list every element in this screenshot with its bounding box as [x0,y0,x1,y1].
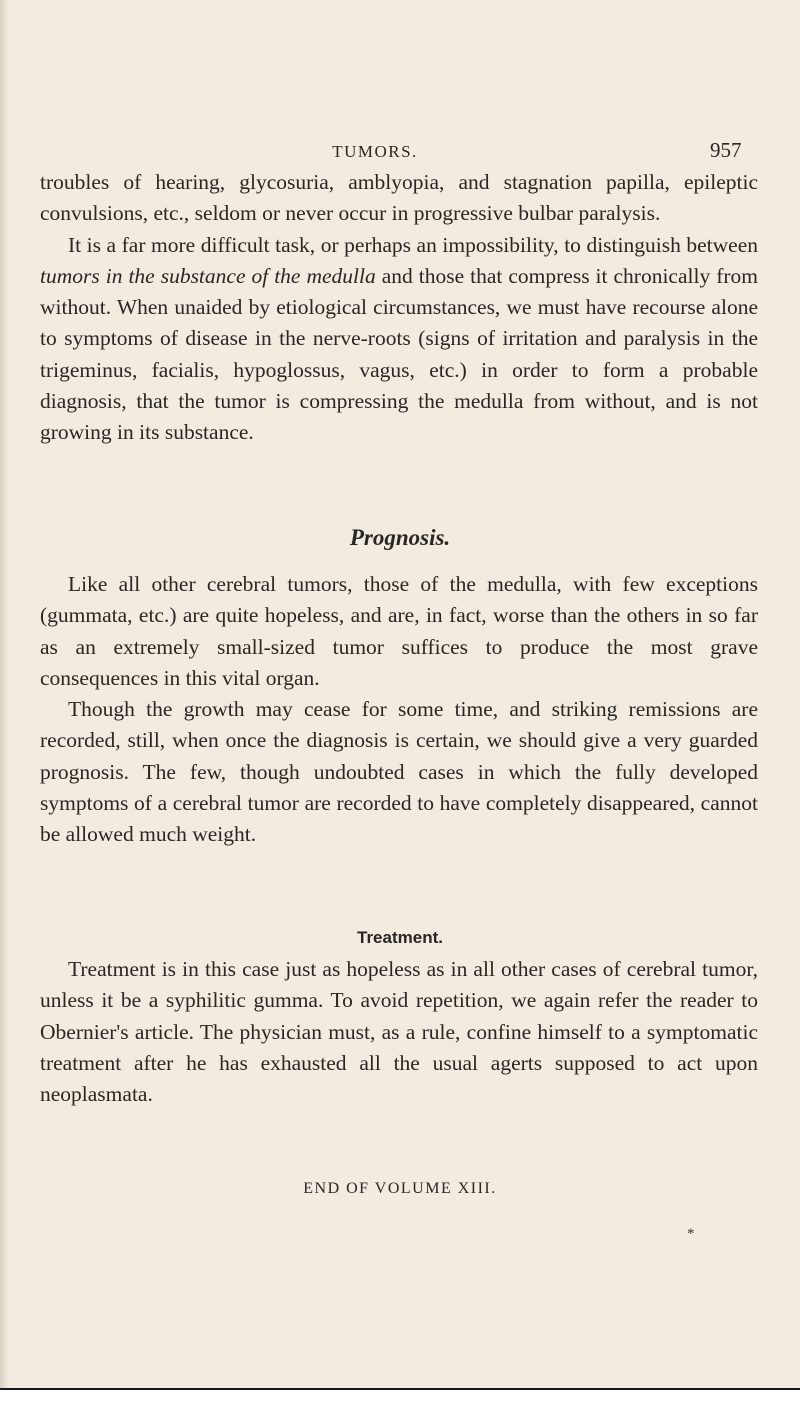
paragraph-hopeless: Like all other cerebral tumors, those of the medulla, with few exceptions (gummata, etc.) are quite hopeless, and are, in fact, worse than the others in so far as an extremely small-sized tumor suffices to produce the most grave consequences in this vital organ. [40,572,758,690]
paragraph-medulla-tumors-end: and those that compress it chronically from without. When unaided by etiological circumstances, we must have recourse alone to symptoms of disease in the nerve-roots (signs of irritation and paralysis in the trigeminus, facialis, hypoglossus, vagus, etc.) in order to form a probable diagnosis, that the tumor is compressing the medulla from without, and is not growing in its substance. [40,263,758,445]
section-heading-prognosis: Prognosis. [349,525,451,550]
paragraph-medulla-tumors [40,230,758,449]
emphasis-tumors-in-substance: tumors in the substance of the medulla [40,263,376,288]
page-number: 957 [710,138,742,162]
stray-print-mark: * [687,1226,695,1242]
text-block-prognosis [40,569,758,851]
paragraph-guarded-prognosis: Though the growth may cease for some time, and striking remissions are recorded, still, when once the diagnosis is certain, we should give a very guarded prognosis. The few, though undoubted cases in which the fully developed symptoms of a cerebral tumor are recorded to have completely disappeared, cannot be allowed much weight. [40,697,758,847]
paragraph-medulla-tumors-start: It is a far more difficult task, or perhaps an impossibility, to distinguish between [68,232,758,257]
running-head: TUMORS. [332,142,418,161]
text-block-treatment [40,954,758,1110]
paragraph-bulbar: troubles of hearing, glycosuria, amblyopia, and stagnation papilla, epileptic convulsions, etc., seldom or never occur in progressive bulbar paralysis. [40,170,758,226]
section-heading-treatment: Treatment. [357,928,443,947]
paragraph-treatment: Treatment is in this case just as hopeless as in all other cases of cerebral tumor, unless it be a syphilitic gumma. To avoid repetition, we again refer the reader to Obernier's article. The physician must, as a rule, confine himself to a symptomatic treatment after he has exhausted all the usual agerts supposed to act upon neoplasmata. [40,957,758,1107]
text-block-diagnosis [40,167,758,449]
end-of-volume-note: END OF VOLUME XIII. [303,1180,497,1197]
